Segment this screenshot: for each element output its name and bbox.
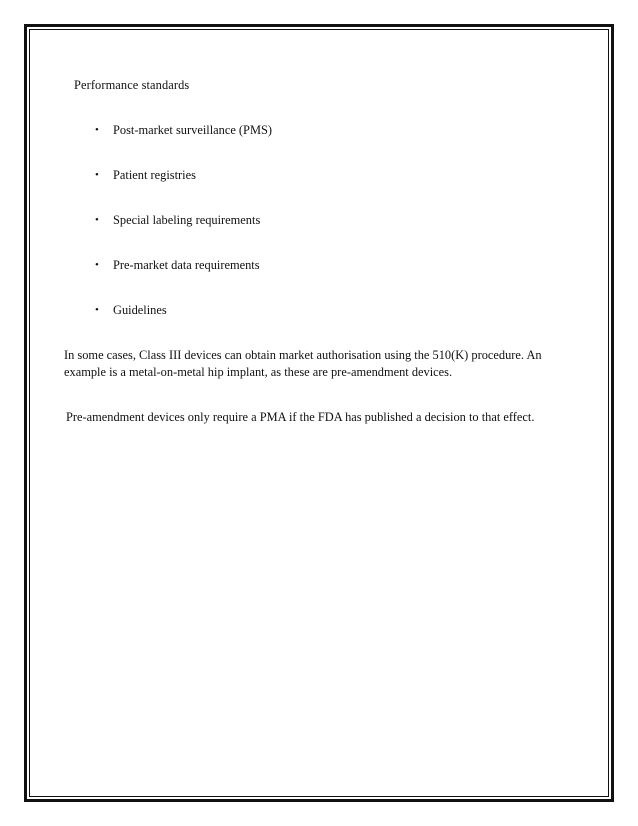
list-item	[74, 257, 574, 274]
list-item	[74, 212, 574, 229]
bullet-icon: •	[95, 124, 99, 136]
paragraph-class-iii: In some cases, Class III devices can obtain market authorisation using the 510(K) procedure. An example is a metal-on-metal hip implant, as these are pre-amendment devices.	[64, 348, 542, 379]
bullet-icon: •	[95, 214, 99, 226]
bullet-icon: •	[95, 259, 99, 271]
list-item-text: Post-market surveillance (PMS)	[113, 123, 272, 137]
paragraph-pre-amendment: Pre-amendment devices only require a PMA if the FDA has published a decision to that effect.	[66, 410, 535, 424]
list-item	[74, 302, 574, 319]
bullet-list	[74, 122, 574, 319]
list-item-text: Pre-market data requirements	[113, 258, 260, 272]
document-body	[64, 77, 574, 426]
list-item-text: Patient registries	[113, 168, 196, 182]
list-item	[74, 167, 574, 184]
list-item-text: Guidelines	[113, 303, 167, 317]
list-item-text: Special labeling requirements	[113, 213, 261, 227]
bullet-icon: •	[95, 169, 99, 181]
bullet-icon: •	[95, 304, 99, 316]
section-heading: Performance standards	[74, 78, 190, 92]
list-item	[74, 122, 574, 139]
